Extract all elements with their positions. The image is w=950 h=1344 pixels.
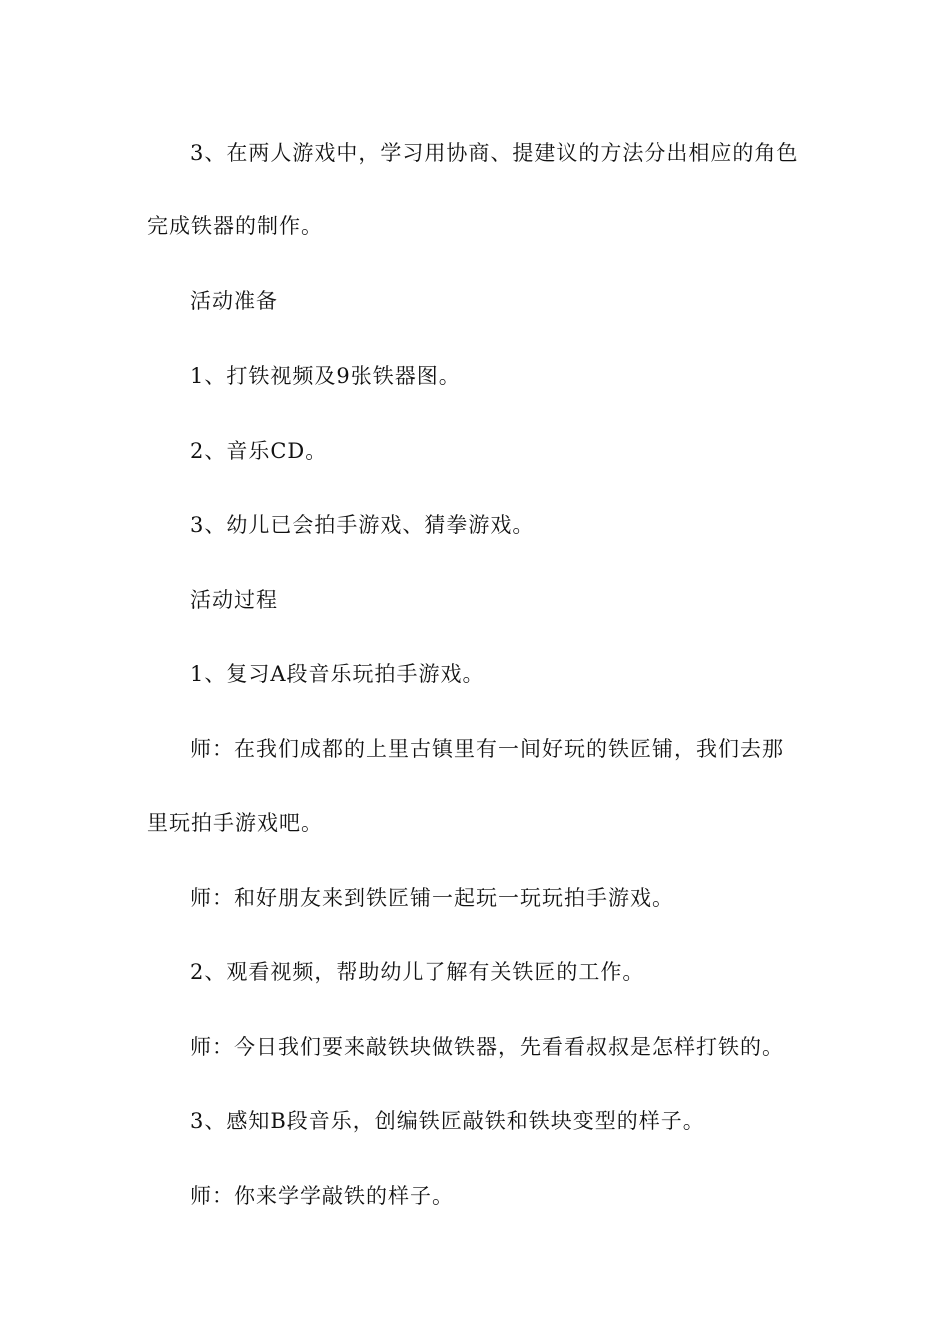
process-step-2: 2、观看视频，帮助幼儿了解有关铁匠的工作。 bbox=[190, 960, 645, 984]
teacher-line-3: 师：今日我们要来敲铁块做铁器，先看看叔叔是怎样打铁的。 bbox=[190, 1035, 784, 1059]
section-heading-preparation: 活动准备 bbox=[190, 289, 278, 313]
preparation-item-2: 2、音乐CD。 bbox=[190, 439, 328, 463]
teacher-line-4: 师：你来学学敲铁的样子。 bbox=[190, 1184, 454, 1208]
section-heading-process: 活动过程 bbox=[190, 588, 278, 612]
objective-3-line-1: 3、在两人游戏中，学习用协商、提建议的方法分出相应的角色 bbox=[190, 141, 799, 165]
teacher-line-2: 师：和好朋友来到铁匠铺一起玩一玩玩拍手游戏。 bbox=[190, 886, 674, 910]
preparation-item-3: 3、幼儿已会拍手游戏、猜拳游戏。 bbox=[190, 513, 535, 537]
teacher-line-1-part-2: 里玩拍手游戏吧。 bbox=[147, 811, 323, 835]
teacher-line-1-part-1: 师：在我们成都的上里古镇里有一间好玩的铁匠铺，我们去那 bbox=[190, 737, 784, 761]
preparation-item-1: 1、打铁视频及9张铁器图。 bbox=[190, 364, 461, 388]
process-step-3: 3、感知B段音乐，创编铁匠敲铁和铁块变型的样子。 bbox=[190, 1109, 705, 1133]
objective-3-line-2: 完成铁器的制作。 bbox=[147, 214, 323, 238]
process-step-1: 1、复习A段音乐玩拍手游戏。 bbox=[190, 662, 485, 686]
